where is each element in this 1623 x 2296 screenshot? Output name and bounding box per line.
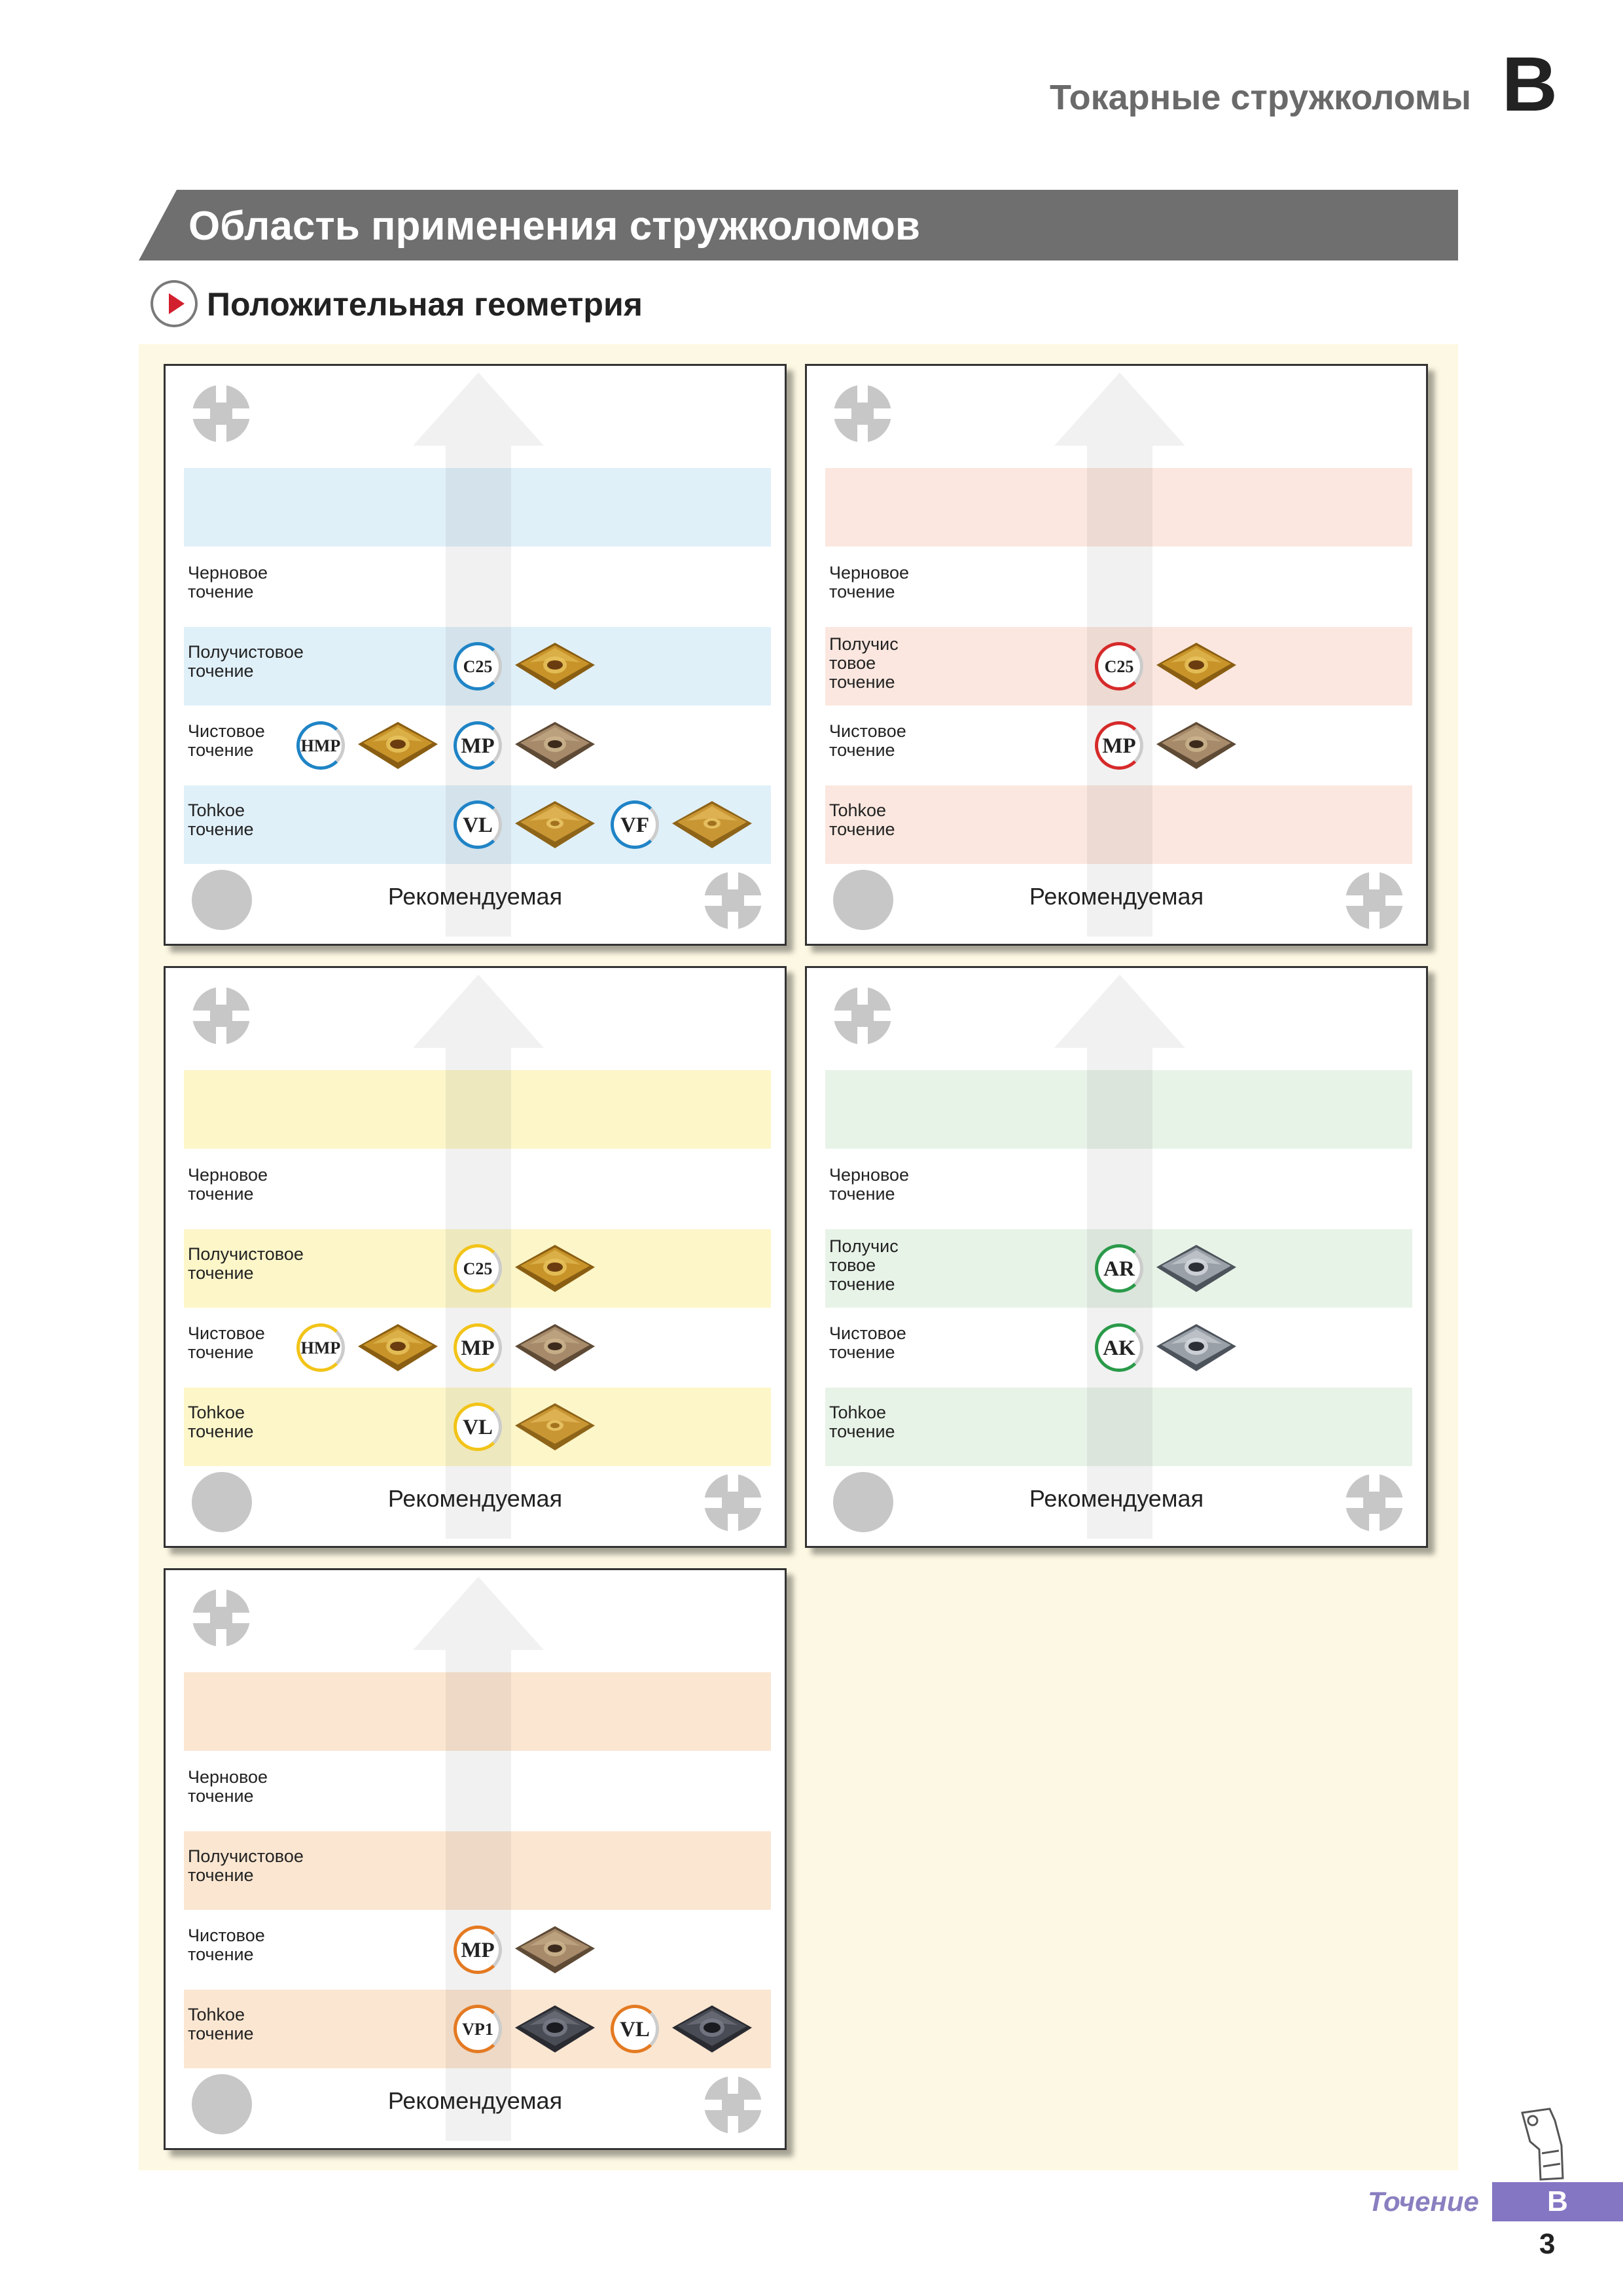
material-corner-icon xyxy=(190,383,252,444)
chipbreaker-badge-ak: AK xyxy=(1095,1323,1143,1372)
section-banner xyxy=(139,190,1458,260)
chipbreaker-badge-vl: VL xyxy=(454,1403,502,1451)
recommended-label: Рекомендуемая xyxy=(1029,1485,1204,1512)
chipbreaker-badge-c25: C25 xyxy=(1095,642,1143,691)
page-number: 3 xyxy=(1539,2228,1556,2260)
row-label-medium: Получистовое точение xyxy=(188,642,304,681)
insert-icon xyxy=(1154,719,1239,772)
row-label-medium: Получис товое точение xyxy=(829,634,899,692)
row-label-medium: Получис товое точение xyxy=(829,1236,899,1294)
row-label-rough: Черновое точение xyxy=(829,1165,910,1204)
insert-icon xyxy=(512,640,597,692)
chapter-letter: B xyxy=(1501,41,1558,128)
chipbreaker-panel-green xyxy=(805,966,1428,1548)
chipbreaker-badge-c25: C25 xyxy=(454,642,502,691)
insert-icon xyxy=(1154,640,1239,692)
chipbreaker-badge-vl: VL xyxy=(611,2005,659,2053)
chipbreaker-badge-vf: VF xyxy=(611,800,659,849)
insert-icon xyxy=(669,2003,755,2055)
recommended-label: Рекомендуемая xyxy=(1029,883,1204,910)
row-label-finish: Чистовое точение xyxy=(188,721,265,760)
row-label-rough: Черновое точение xyxy=(829,563,910,601)
recommended-label: Рекомендуемая xyxy=(387,2087,563,2114)
row-label-fine: Tohkoe точение xyxy=(829,1403,895,1441)
material-corner-icon xyxy=(832,383,893,444)
chipbreaker-badge-mp: MP xyxy=(454,1323,502,1372)
insert-icon xyxy=(355,719,440,772)
chipbreaker-badge-ar: AR xyxy=(1095,1244,1143,1293)
chipbreaker-badge-mp: MP xyxy=(454,1926,502,1974)
row-label-fine: Tohkoe точение xyxy=(829,800,895,839)
row-label-medium: Получистовое точение xyxy=(188,1846,304,1885)
insert-icon xyxy=(355,1321,440,1374)
row-label-fine: Tohkoe точение xyxy=(188,1403,254,1441)
insert-icon xyxy=(512,1924,597,1976)
chipbreaker-badge-mp: MP xyxy=(454,721,502,770)
play-bullet-icon xyxy=(153,283,195,325)
insert-icon xyxy=(512,798,597,851)
chipbreaker-panel-red xyxy=(805,364,1428,946)
row-label-medium: Получистовое точение xyxy=(188,1244,304,1283)
section-subtitle: Положительная геометрия xyxy=(207,286,643,323)
material-corner-icon xyxy=(190,1587,252,1649)
insert-icon xyxy=(512,2003,597,2055)
chapter-title: Токарные стружколомы xyxy=(1050,78,1471,117)
material-corner-icon xyxy=(190,985,252,1047)
chipbreaker-badge-hmp: HMP xyxy=(296,1323,345,1372)
row-label-rough: Черновое точение xyxy=(188,1767,268,1806)
chipbreaker-badge-hmp: HMP xyxy=(296,721,345,770)
footer-section-label: Точение xyxy=(1368,2186,1479,2217)
insert-icon xyxy=(1154,1321,1239,1374)
row-label-finish: Чистовое точение xyxy=(188,1323,265,1362)
row-label-finish: Чистовое точение xyxy=(188,1926,265,1964)
footer-tab xyxy=(1492,2182,1623,2221)
banner-title: Область применения стружколомов xyxy=(188,204,920,249)
direction-arrow-icon xyxy=(410,1577,547,2141)
banner-notch xyxy=(139,190,177,260)
row-label-fine: Tohkoe точение xyxy=(188,800,254,839)
row-label-rough: Черновое точение xyxy=(188,563,268,601)
material-corner-icon xyxy=(832,985,893,1047)
turning-tool-icon xyxy=(1516,2106,1572,2183)
insert-icon xyxy=(512,1242,597,1295)
row-label-rough: Черновое точение xyxy=(188,1165,268,1204)
chipbreaker-badge-c25: C25 xyxy=(454,1244,502,1293)
insert-icon xyxy=(669,798,755,851)
row-label-fine: Tohkoe точение xyxy=(188,2005,254,2043)
chipbreaker-badge-mp: MP xyxy=(1095,721,1143,770)
insert-icon xyxy=(1154,1242,1239,1295)
chipbreaker-panel-yellow xyxy=(164,966,787,1548)
recommended-label: Рекомендуемая xyxy=(387,883,563,910)
chipbreaker-badge-vp1: VP1 xyxy=(454,2005,502,2053)
insert-icon xyxy=(512,1321,597,1374)
row-label-finish: Чистовое точение xyxy=(829,721,906,760)
insert-icon xyxy=(512,1401,597,1453)
chipbreaker-panel-orange xyxy=(164,1568,787,2150)
recommended-label: Рекомендуемая xyxy=(387,1485,563,1512)
chipbreaker-badge-vl: VL xyxy=(454,800,502,849)
row-label-finish: Чистовое точение xyxy=(829,1323,906,1362)
insert-icon xyxy=(512,719,597,772)
chipbreaker-panel-blue xyxy=(164,364,787,946)
footer-tab-letter: B xyxy=(1547,2185,1568,2217)
